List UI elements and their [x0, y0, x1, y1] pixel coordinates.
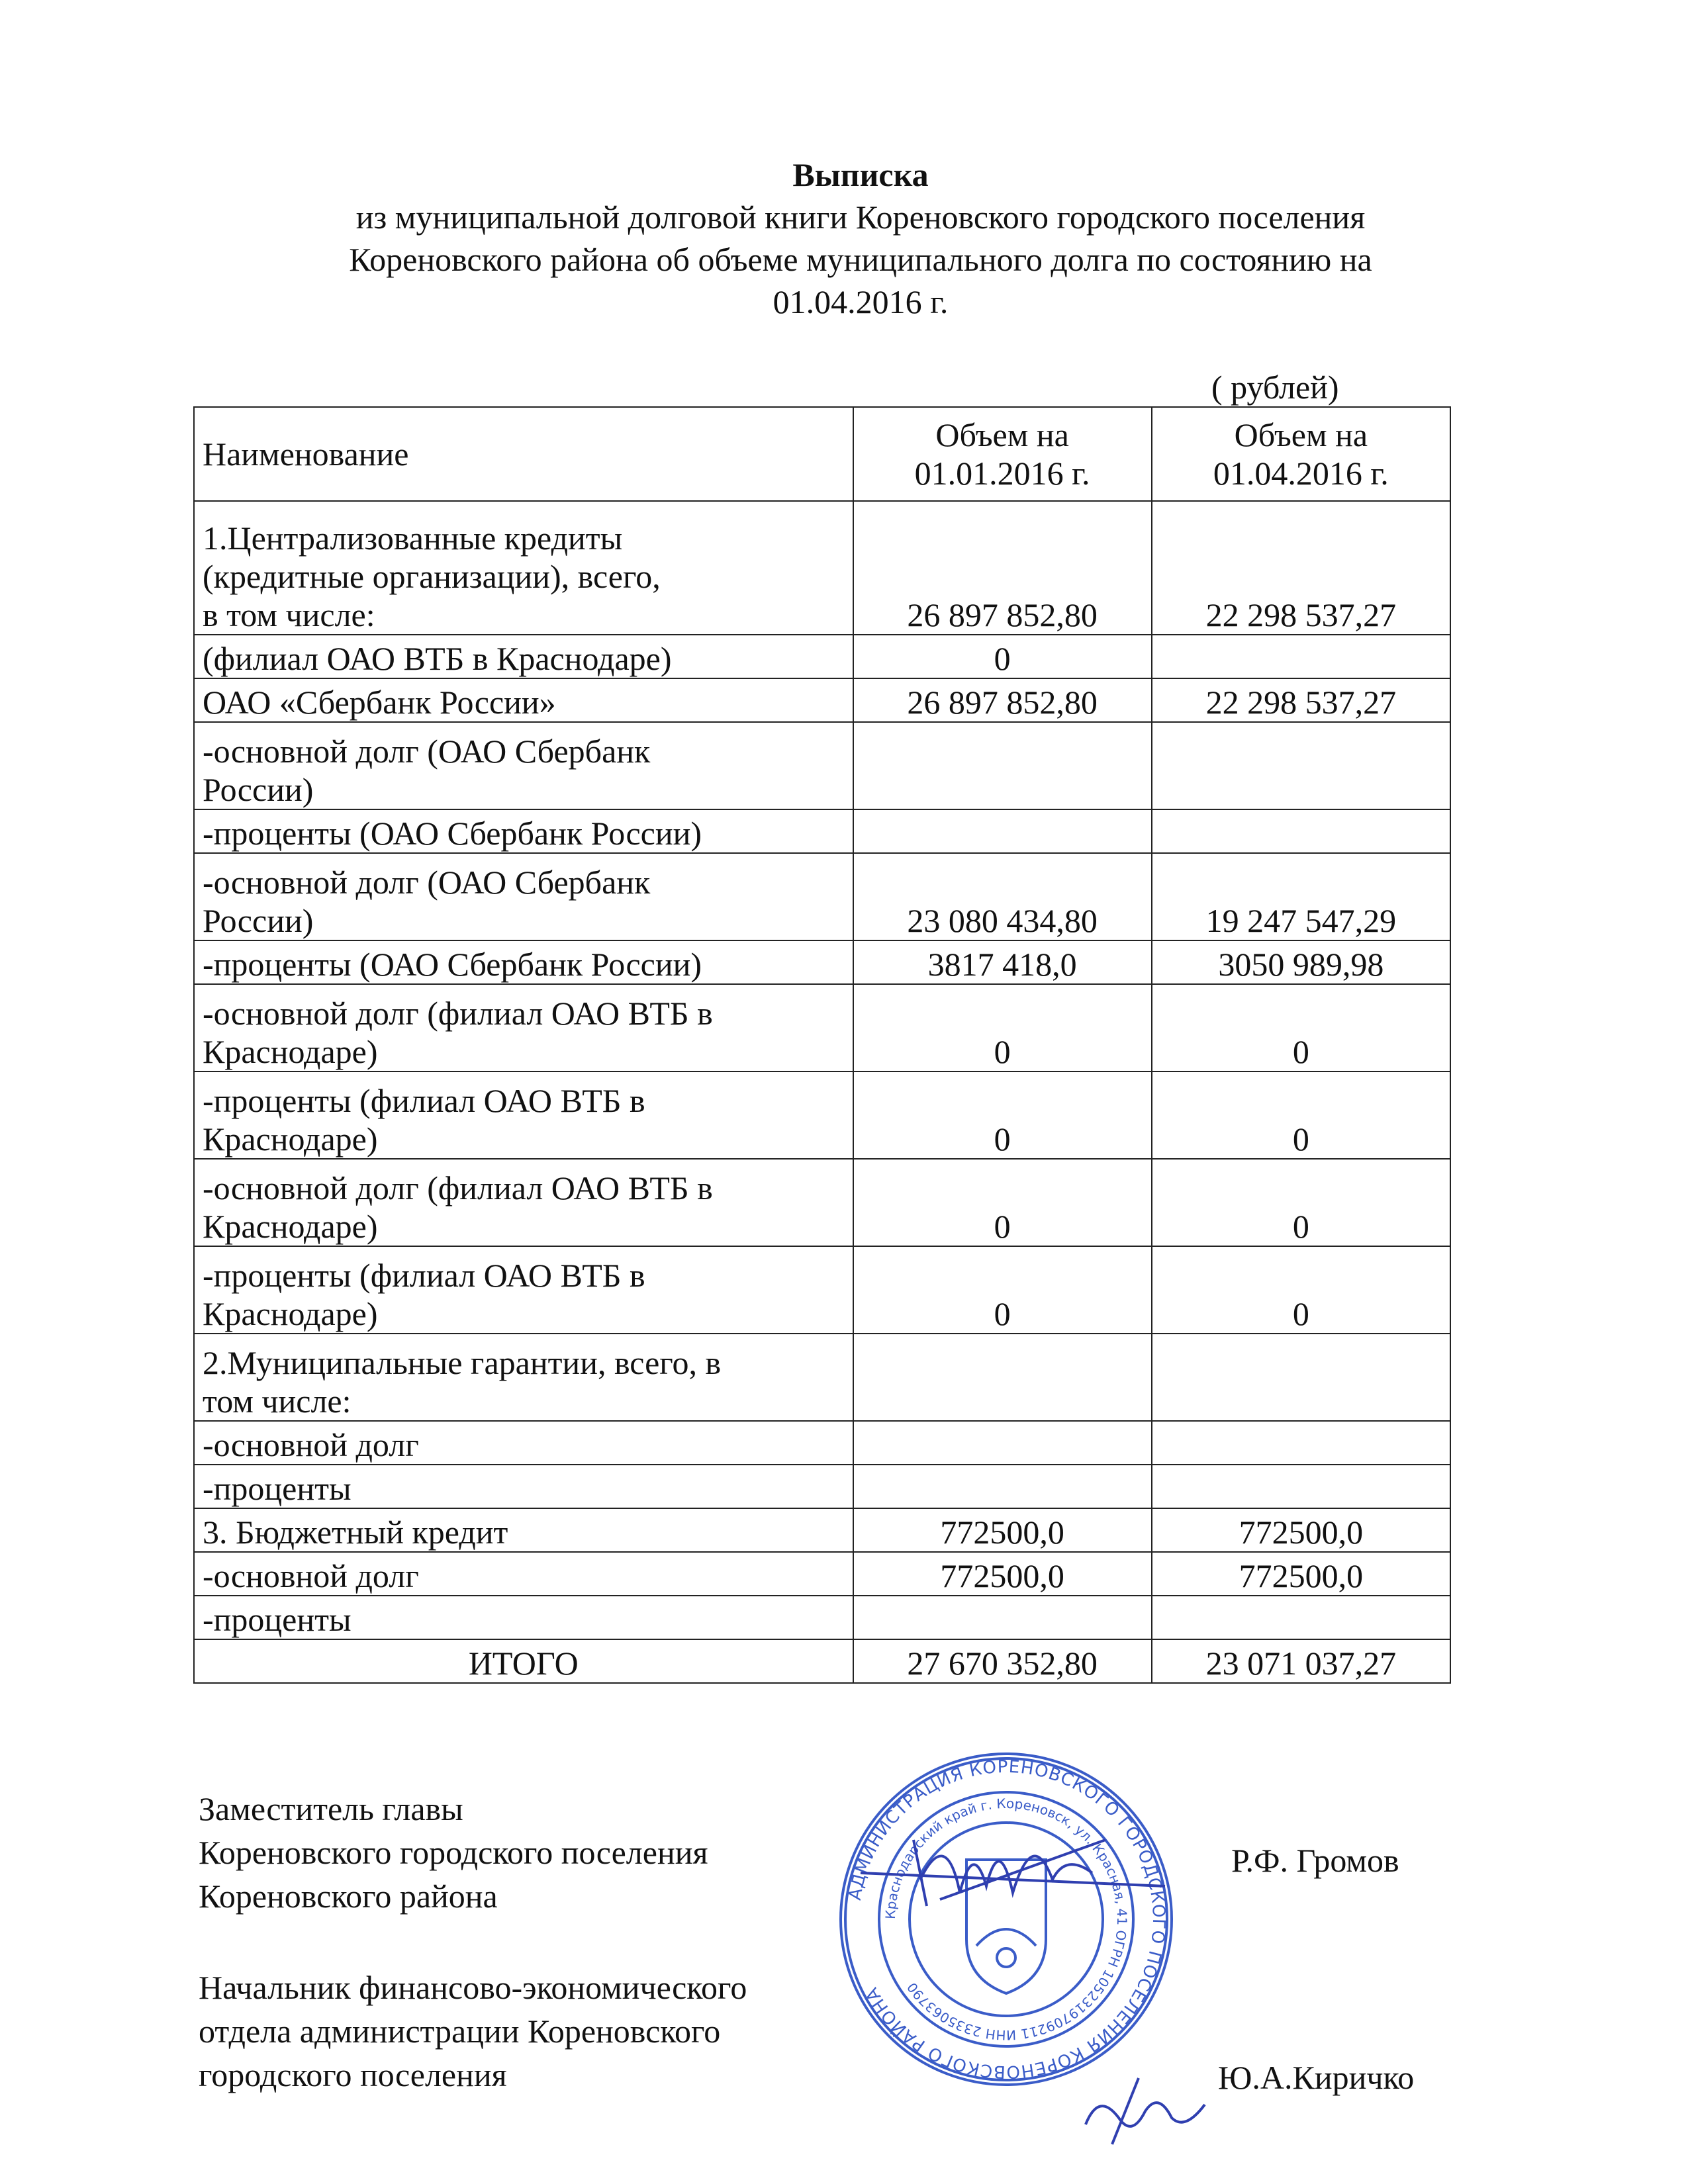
header-name-text: Наименование — [203, 435, 409, 473]
row-name-cell — [194, 1246, 853, 1334]
table-row — [194, 809, 1450, 853]
value-jan-cell — [853, 809, 1152, 853]
document-subtitle-line: 01.04.2016 г. — [773, 283, 949, 320]
row-name-line: Краснодаре) — [203, 1120, 378, 1158]
row-name-line: 3. Бюджетный кредит — [203, 1514, 508, 1551]
table-row — [194, 501, 1450, 635]
table-row — [194, 1334, 1450, 1421]
table-row — [194, 1071, 1450, 1159]
value-jan-cell: 3817 418,0 — [853, 940, 1152, 984]
table-row — [194, 940, 1450, 984]
row-name-line: России) — [203, 771, 314, 808]
value-apr-cell: 22 298 537,27 — [1152, 678, 1450, 722]
value-jan-cell — [853, 722, 1152, 809]
row-name-cell — [194, 1596, 853, 1639]
table-row — [194, 1465, 1450, 1508]
position-line: Кореновского района — [199, 1878, 498, 1915]
second-signer-name: Ю.А.Киричко — [1218, 2059, 1415, 2096]
row-name-cell — [194, 1159, 853, 1246]
value-jan-cell: 0 — [853, 984, 1152, 1071]
table-row — [194, 635, 1450, 678]
table-row — [194, 1508, 1450, 1552]
value-apr-cell — [1152, 1421, 1450, 1465]
value-apr-cell: 0 — [1152, 1246, 1450, 1334]
value-jan-cell — [853, 1465, 1152, 1508]
total-label-cell: ИТОГО — [194, 1639, 853, 1683]
table-row — [194, 678, 1450, 722]
document-title: Выписка — [792, 156, 929, 193]
value-apr-cell: 0 — [1152, 1159, 1450, 1246]
total-apr-cell: 23 071 037,27 — [1152, 1639, 1450, 1683]
value-jan-cell: 772500,0 — [853, 1552, 1152, 1596]
row-name-line: ОАО «Сбербанк России» — [203, 684, 556, 721]
row-name-line: -основной долг — [203, 1557, 419, 1594]
row-name-line: -проценты (ОАО Сбербанк России) — [203, 946, 702, 983]
value-jan-cell: 23 080 434,80 — [853, 853, 1152, 940]
row-name-line: -основной долг — [203, 1426, 419, 1463]
signature-kirichko-icon — [1072, 2071, 1225, 2158]
row-name-line: -проценты — [203, 1601, 352, 1638]
row-name-line: 1.Централизованные кредиты — [203, 520, 623, 557]
row-name-line: 2.Муниципальные гарантии, всего, в — [203, 1344, 722, 1381]
value-apr-cell: 772500,0 — [1152, 1508, 1450, 1552]
total-row — [194, 1639, 1450, 1683]
header-col2-line: 01.04.2016 г. — [1213, 455, 1389, 492]
row-name-line: в том числе: — [203, 596, 375, 633]
position-line: Заместитель главы — [199, 1790, 463, 1827]
row-name-line: -основной долг (ОАО Сбербанк — [203, 864, 651, 901]
value-apr-cell — [1152, 1465, 1450, 1508]
table-row — [194, 1596, 1450, 1639]
first-signer-name: Р.Ф. Громов — [1231, 1842, 1399, 1879]
document-subtitle-line: из муниципальной долговой книги Кореновского городского поселения — [355, 199, 1366, 236]
title-block — [199, 154, 1523, 323]
value-apr-cell — [1152, 1596, 1450, 1639]
table-row — [194, 984, 1450, 1071]
row-name-line: Краснодаре) — [203, 1295, 378, 1332]
value-apr-cell: 3050 989,98 — [1152, 940, 1450, 984]
second-signer-position — [199, 1966, 747, 2097]
row-name-line: Краснодаре) — [203, 1208, 378, 1245]
header-col1 — [853, 407, 1152, 501]
stamp-outer-text: АДМИНИСТРАЦИЯ КОРЕНОВСКОГО ГОРОДСКОГО ПОСЕЛЕНИЯ КОРЕНОВСКОГО РАЙОНА — [845, 1756, 1169, 2082]
value-jan-cell — [853, 1596, 1152, 1639]
position-line: отдела администрации Кореновского — [199, 2013, 721, 2050]
position-line: городского поселения — [199, 2056, 507, 2093]
row-name-line: -проценты — [203, 1470, 352, 1507]
value-apr-cell: 19 247 547,29 — [1152, 853, 1450, 940]
row-name-cell — [194, 1552, 853, 1596]
header-col2 — [1152, 407, 1450, 501]
row-name-line: -основной долг (филиал ОАО ВТБ в — [203, 1169, 713, 1206]
total-jan-cell: 27 670 352,80 — [853, 1639, 1152, 1683]
row-name-cell — [194, 678, 853, 722]
value-jan-cell: 26 897 852,80 — [853, 501, 1152, 635]
document-subtitle-line: Кореновского района об объеме муниципального долга по состоянию на — [349, 241, 1372, 278]
value-jan-cell: 26 897 852,80 — [853, 678, 1152, 722]
row-name-line: (кредитные организации), всего, — [203, 558, 661, 595]
official-stamp-icon — [834, 1747, 1178, 2091]
row-name-cell — [194, 501, 853, 635]
value-apr-cell — [1152, 722, 1450, 809]
value-jan-cell — [853, 1334, 1152, 1421]
position-line: Кореновского городского поселения — [199, 1834, 708, 1871]
header-col1-line: Объем на — [935, 416, 1069, 453]
table-header-row — [194, 407, 1450, 501]
value-jan-cell: 0 — [853, 1071, 1152, 1159]
debt-table — [193, 406, 1451, 1684]
row-name-cell — [194, 1071, 853, 1159]
row-name-line: том числе: — [203, 1383, 352, 1420]
row-name-line: (филиал ОАО ВТБ в Краснодаре) — [203, 640, 672, 677]
row-name-cell — [194, 1465, 853, 1508]
value-apr-cell — [1152, 635, 1450, 678]
stamp-inner-text: Краснодарский край г. Кореновск, ул. Красная, 41 ОГРН 1052319709211 ИНН 2335063790 — [882, 1795, 1131, 2044]
header-col1-line: 01.01.2016 г. — [914, 455, 1090, 492]
row-name-line: -проценты (ОАО Сбербанк России) — [203, 815, 702, 852]
value-apr-cell: 772500,0 — [1152, 1552, 1450, 1596]
table-row — [194, 1552, 1450, 1596]
value-apr-cell: 0 — [1152, 1071, 1450, 1159]
value-apr-cell: 0 — [1152, 984, 1450, 1071]
table-row — [194, 1246, 1450, 1334]
table-row — [194, 853, 1450, 940]
table-body — [194, 501, 1450, 1683]
value-jan-cell: 772500,0 — [853, 1508, 1152, 1552]
header-name — [194, 407, 853, 501]
signature-gromov-icon — [854, 1813, 1172, 1919]
row-name-line: России) — [203, 902, 314, 939]
row-name-cell — [194, 984, 853, 1071]
row-name-line: -основной долг (ОАО Сбербанк — [203, 733, 651, 770]
row-name-line: Краснодаре) — [203, 1033, 378, 1070]
value-jan-cell — [853, 1421, 1152, 1465]
value-apr-cell — [1152, 809, 1450, 853]
value-jan-cell: 0 — [853, 1159, 1152, 1246]
row-name-cell — [194, 853, 853, 940]
value-jan-cell: 0 — [853, 1246, 1152, 1334]
row-name-cell — [194, 1508, 853, 1552]
row-name-cell — [194, 940, 853, 984]
row-name-line: -проценты (филиал ОАО ВТБ в — [203, 1257, 645, 1294]
header-col2-line: Объем на — [1234, 416, 1368, 453]
value-apr-cell — [1152, 1334, 1450, 1421]
table-row — [194, 1159, 1450, 1246]
value-jan-cell: 0 — [853, 635, 1152, 678]
row-name-line: -проценты (филиал ОАО ВТБ в — [203, 1082, 645, 1119]
value-apr-cell: 22 298 537,27 — [1152, 501, 1450, 635]
position-line: Начальник финансово-экономического — [199, 1969, 747, 2006]
table-row — [194, 1421, 1450, 1465]
units-label: ( рублей) — [1211, 369, 1339, 406]
row-name-cell — [194, 722, 853, 809]
table-row — [194, 722, 1450, 809]
row-name-cell — [194, 809, 853, 853]
row-name-line: -основной долг (филиал ОАО ВТБ в — [203, 995, 713, 1032]
row-name-cell — [194, 1421, 853, 1465]
first-signer-position — [199, 1787, 708, 1918]
row-name-cell — [194, 1334, 853, 1421]
row-name-cell — [194, 635, 853, 678]
